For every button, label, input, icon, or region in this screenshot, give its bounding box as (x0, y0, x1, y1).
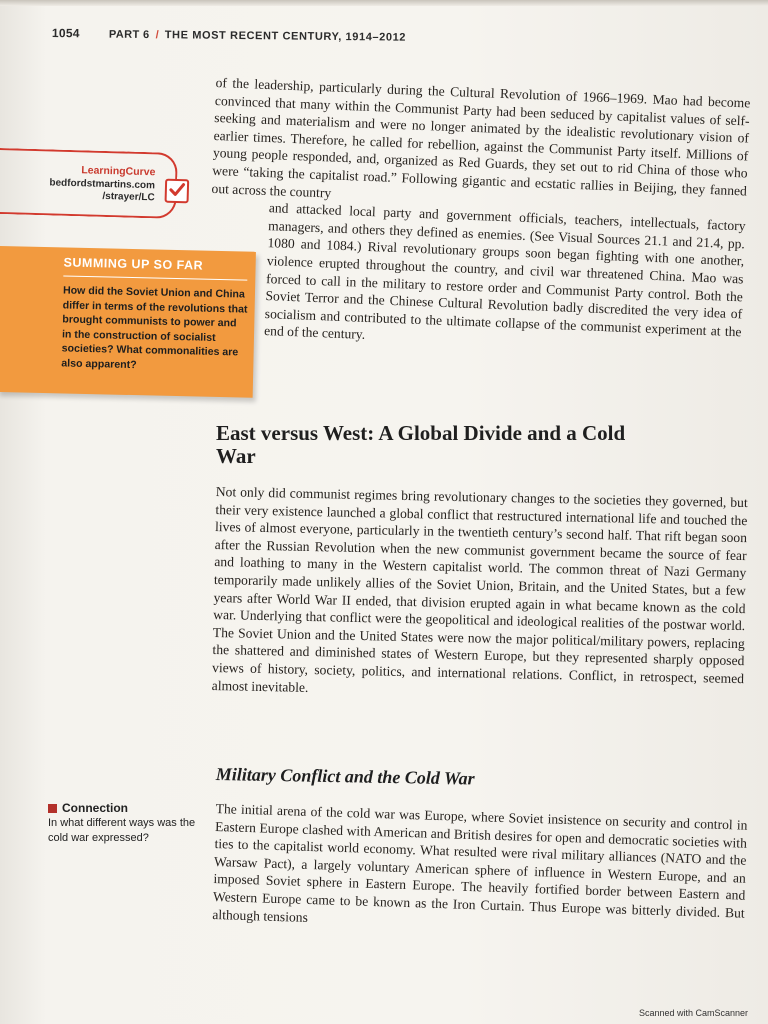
connection-question: In what different ways was the cold war expressed? (48, 817, 196, 844)
summing-up-question: How did the Soviet Union and China differ in terms of the revolutions that brought communists to power and in the construction of socialist societies? What commonalities are also apparent? (61, 284, 248, 372)
connection-note (48, 801, 198, 846)
header-separator: / (155, 29, 159, 42)
section-heading: East versus West: A Global Divide and a Cold War (216, 421, 626, 468)
connection-square-icon (48, 804, 57, 813)
page-top-edge (0, 0, 768, 6)
part-label: PART 6 (108, 28, 150, 42)
paragraph-cultural-revolution (206, 74, 751, 358)
scanner-watermark: Scanned with CamScanner (638, 1008, 748, 1018)
checkmark-icon (165, 179, 190, 204)
header-title: THE MOST RECENT CENTURY, 1914–2012 (164, 29, 407, 44)
page-number: 1054 (51, 26, 80, 41)
url-line-1: bedfordstmartins.com (49, 177, 156, 192)
subsection-heading: Military Conflict and the Cold War (215, 764, 475, 789)
learningcurve-url[interactable] (49, 177, 155, 204)
paragraph-top-lines: of the leadership, particularly during the Cultural Revolution of 1966–1969. Mao had become convinced that many within the Communist Party had been seduced by capitalist values of self-seeking and materialism and were no longer animated by the idealistic revolutionary vision of earlier times. Therefore, he called for rebellion, against the Communist Party itself. Millions of young people responded, and, organized as Red Guards, they set out to rid China of those who were “taking the capitalist road.” Following gigantic and ecstatic rallies in Beijing, they fanned out across the country (211, 74, 751, 201)
learningcurve-brand: LearningCurve (81, 164, 156, 179)
learningcurve-callout (0, 148, 196, 219)
paragraph-military-conflict: The initial arena of the cold war was Europe, where Soviet insistence on security and control in Eastern Europe clashed with American and British desires for open and democratic societies with ties to the capitalist world economy. What resulted were rival military alliances (NATO and the Warsaw Pact), a largely voluntary American sphere of influence in Western Europe, and an imposed Soviet sphere in Eastern Europe. The heavily fortified border between Eastern and Western Europe came to be known as the Iron Curtain. Thus Europe was bitterly divided. But although tensions (212, 800, 748, 925)
connection-title (48, 801, 198, 816)
url-line-2: /strayer/LC (102, 190, 155, 204)
paragraph-indented-lines: and attacked local party and government officials, teachers, intellectuals, factory managers, and others they defined as enemies. (See Visual Sources 21.1 and 21.4, pp. 1080 and 1084.) Rival revolutionary groups soon began fighting with one another, violence erupted throughout the country, and civil war threatened China. Mao was forced to call in the military to restore order and Communist Party control. Both the Soviet Terror and the Chinese Cultural Revolution badly discredited the very idea of socialism and contributed to the ultimate collapse of the communist experiment at the end of the century. (263, 200, 746, 343)
summing-up-title: SUMMING UP SO FAR (63, 255, 204, 273)
paragraph-global-divide: Not only did communist regimes bring revolutionary changes to the societies they governed, but their very existence launched a global conflict that restructured international life and touched the lives of almost everyone, particularly in the twentieth century’s second half. That rift began soon after the Russian Revolution when the new communist government became the source of fear and loathing to many in the Western capitalist world. The common threat of Nazi Germany temporarily made unlikely allies of the Soviet Union, Britain, and the United States, but a few years after World War II ended, that division erupted again in what became known as the cold war. Underlying that conflict were the geopolitical and ideological realities of the postwar world. The Soviet Union and the United States were now the major political/military powers, replacing the shattered and diminished states of Western Europe, but they represented sharply opposed views of history, society, politics, and international relations. Conflict, in retrospect, seemed almost inevitable. (211, 483, 748, 695)
running-header (52, 26, 612, 54)
connection-label: Connection (62, 801, 128, 815)
